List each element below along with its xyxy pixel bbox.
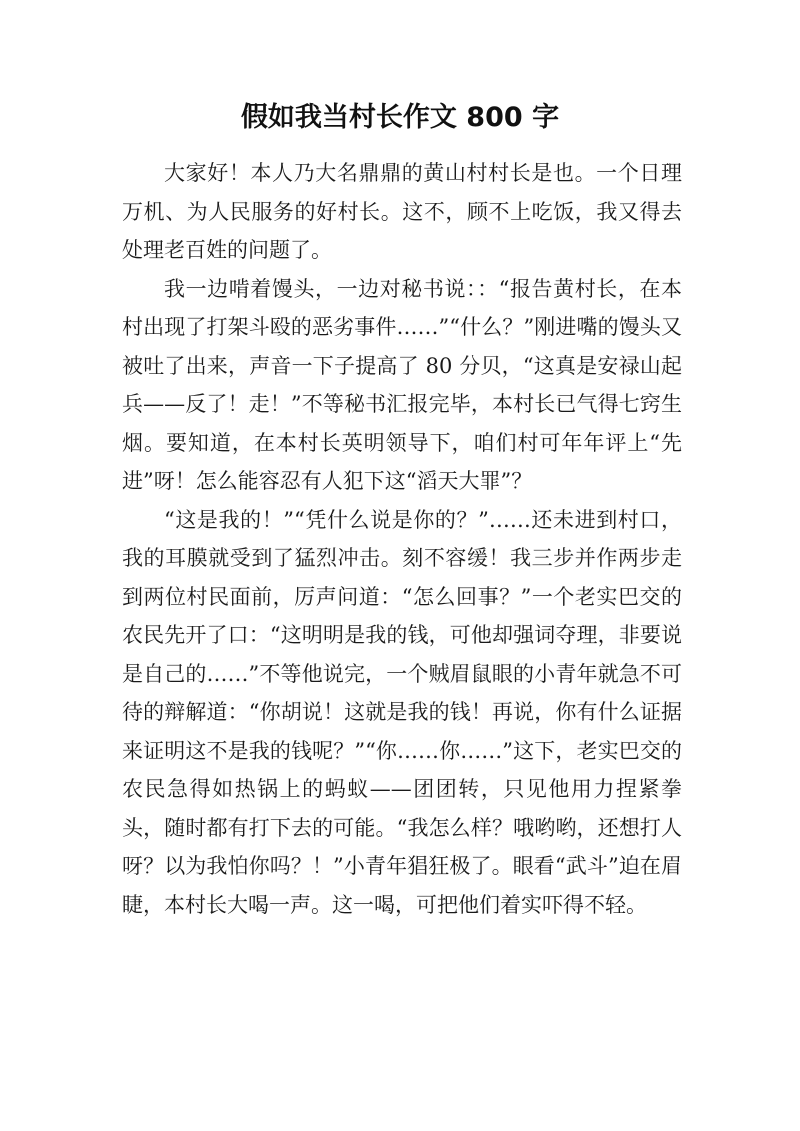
paragraph-2: 我一边啃着馒头，一边对秘书说：：“报告黄村长，在本村出现了打架斗殴的恶劣事件……”“什么？”刚进嘴的馒头又被吐了出来，声音一下子提高了 80 分贝，“这真是安禄山起兵——反了！走！”不等秘书汇报完毕，本村长已气得七窍生烟。要知道，在本村长英明领导下，咱们村可年年评上“先进”呀！怎么能容忍有人犯下这“滔天大罪”？: [122, 276, 682, 493]
paragraph-1: 大家好！本人乃大名鼎鼎的黄山村村长是也。一个日理万机、为人民服务的好村长。这不，顾不上吃饭，我又得去处理老百姓的问题了。: [122, 161, 682, 262]
document-title: 假如我当村长作文 800 字: [240, 102, 560, 133]
paragraph-3: “这是我的！”“凭什么说是你的？”……还未进到村口，我的耳膜就受到了猛烈冲击。刻不容缓！我三步并作两步走到两位村民面前，厉声问道：“怎么回事？”一个老实巴交的农民先开了口：“这明明是我的钱，可他却强词夺理，非要说是自己的……”不等他说完，一个贼眉鼠眼的小青年就急不可待的辩解道：“你胡说！这就是我的钱！再说，你有什么证据来证明这不是我的钱呢？”“你……你……”这下，老实巴交的农民急得如热锅上的蚂蚁——团团转，只见他用力捏紧拳头，随时都有打下去的可能。“我怎么样？哦哟哟，还想打人呀？以为我怕你吗？！”小青年猖狂极了。眼看“武斗”迫在眉睫，本村长大喝一声。这一喝，可把他们着实吓得不轻。: [122, 507, 682, 917]
document-body: [122, 154, 682, 924]
